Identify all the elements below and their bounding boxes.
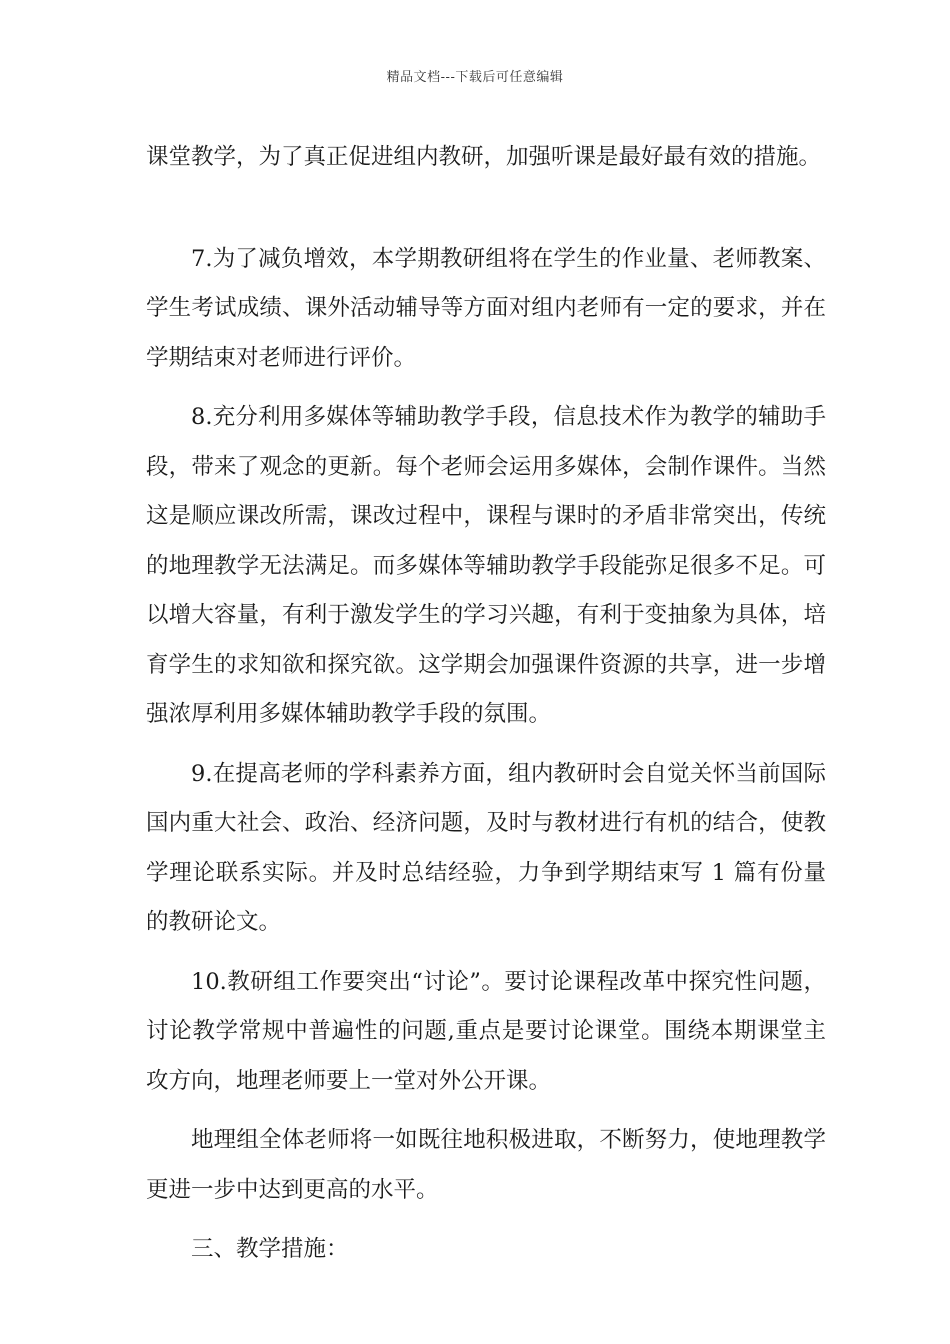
paragraph-continuation: 课堂教学，为了真正促进组内教研，加强听课是最好最有效的措施。 bbox=[146, 144, 822, 170]
paragraph-item-8: 8.充分利用多媒体等辅助教学手段，信息技术作为教学的辅助手段，带来了观念的更新。每个老师会运用多媒体，会制作课件。当然这是顺应课改所需，课改过程中，课程与课时的矛盾非常突出，传统的地理教学无法满足。而多媒体等辅助教学手段能弥足很多不足。可以增大容量，有利于激发学生的学习兴趣，有利于变抽象为具体，培育学生的求知欲和探究欲。这学期会加强课件资源的共享，进一步增强浓厚利用多媒体辅助教学手段的氛围。 bbox=[146, 404, 826, 727]
page-header: 精品文档---下载后可任意编辑 bbox=[386, 70, 564, 85]
document-body bbox=[146, 133, 826, 1275]
section-heading-teaching-measures: 三、教学措施： bbox=[191, 1236, 349, 1262]
paragraph-item-7: 7.为了减负增效，本学期教研组将在学生的作业量、老师教案、学生考试成绩、课外活动辅导等方面对组内老师有一定的要求，并在学期结束对老师进行评价。 bbox=[146, 245, 826, 371]
paragraph-conclusion: 地理组全体老师将一如既往地积极进取，不断努力，使地理教学更进一步中达到更高的水平。 bbox=[146, 1127, 826, 1203]
paragraph-item-9: 9.在提高老师的学科素养方面，组内教研时会自觉关怀当前国际国内重大社会、政治、经济问题，及时与教材进行有机的结合，使教学理论联系实际。并及时总结经验，力争到学期结束写 1 篇有份量的教研论文。 bbox=[146, 760, 826, 935]
paragraph-item-10: 10.教研组工作要突出“讨论”。要讨论课程改革中探究性问题，讨论教学常规中普遍性的问题,重点是要讨论课堂。围绕本期课堂主攻方向，地理老师要上一堂对外公开课。 bbox=[146, 968, 826, 1094]
